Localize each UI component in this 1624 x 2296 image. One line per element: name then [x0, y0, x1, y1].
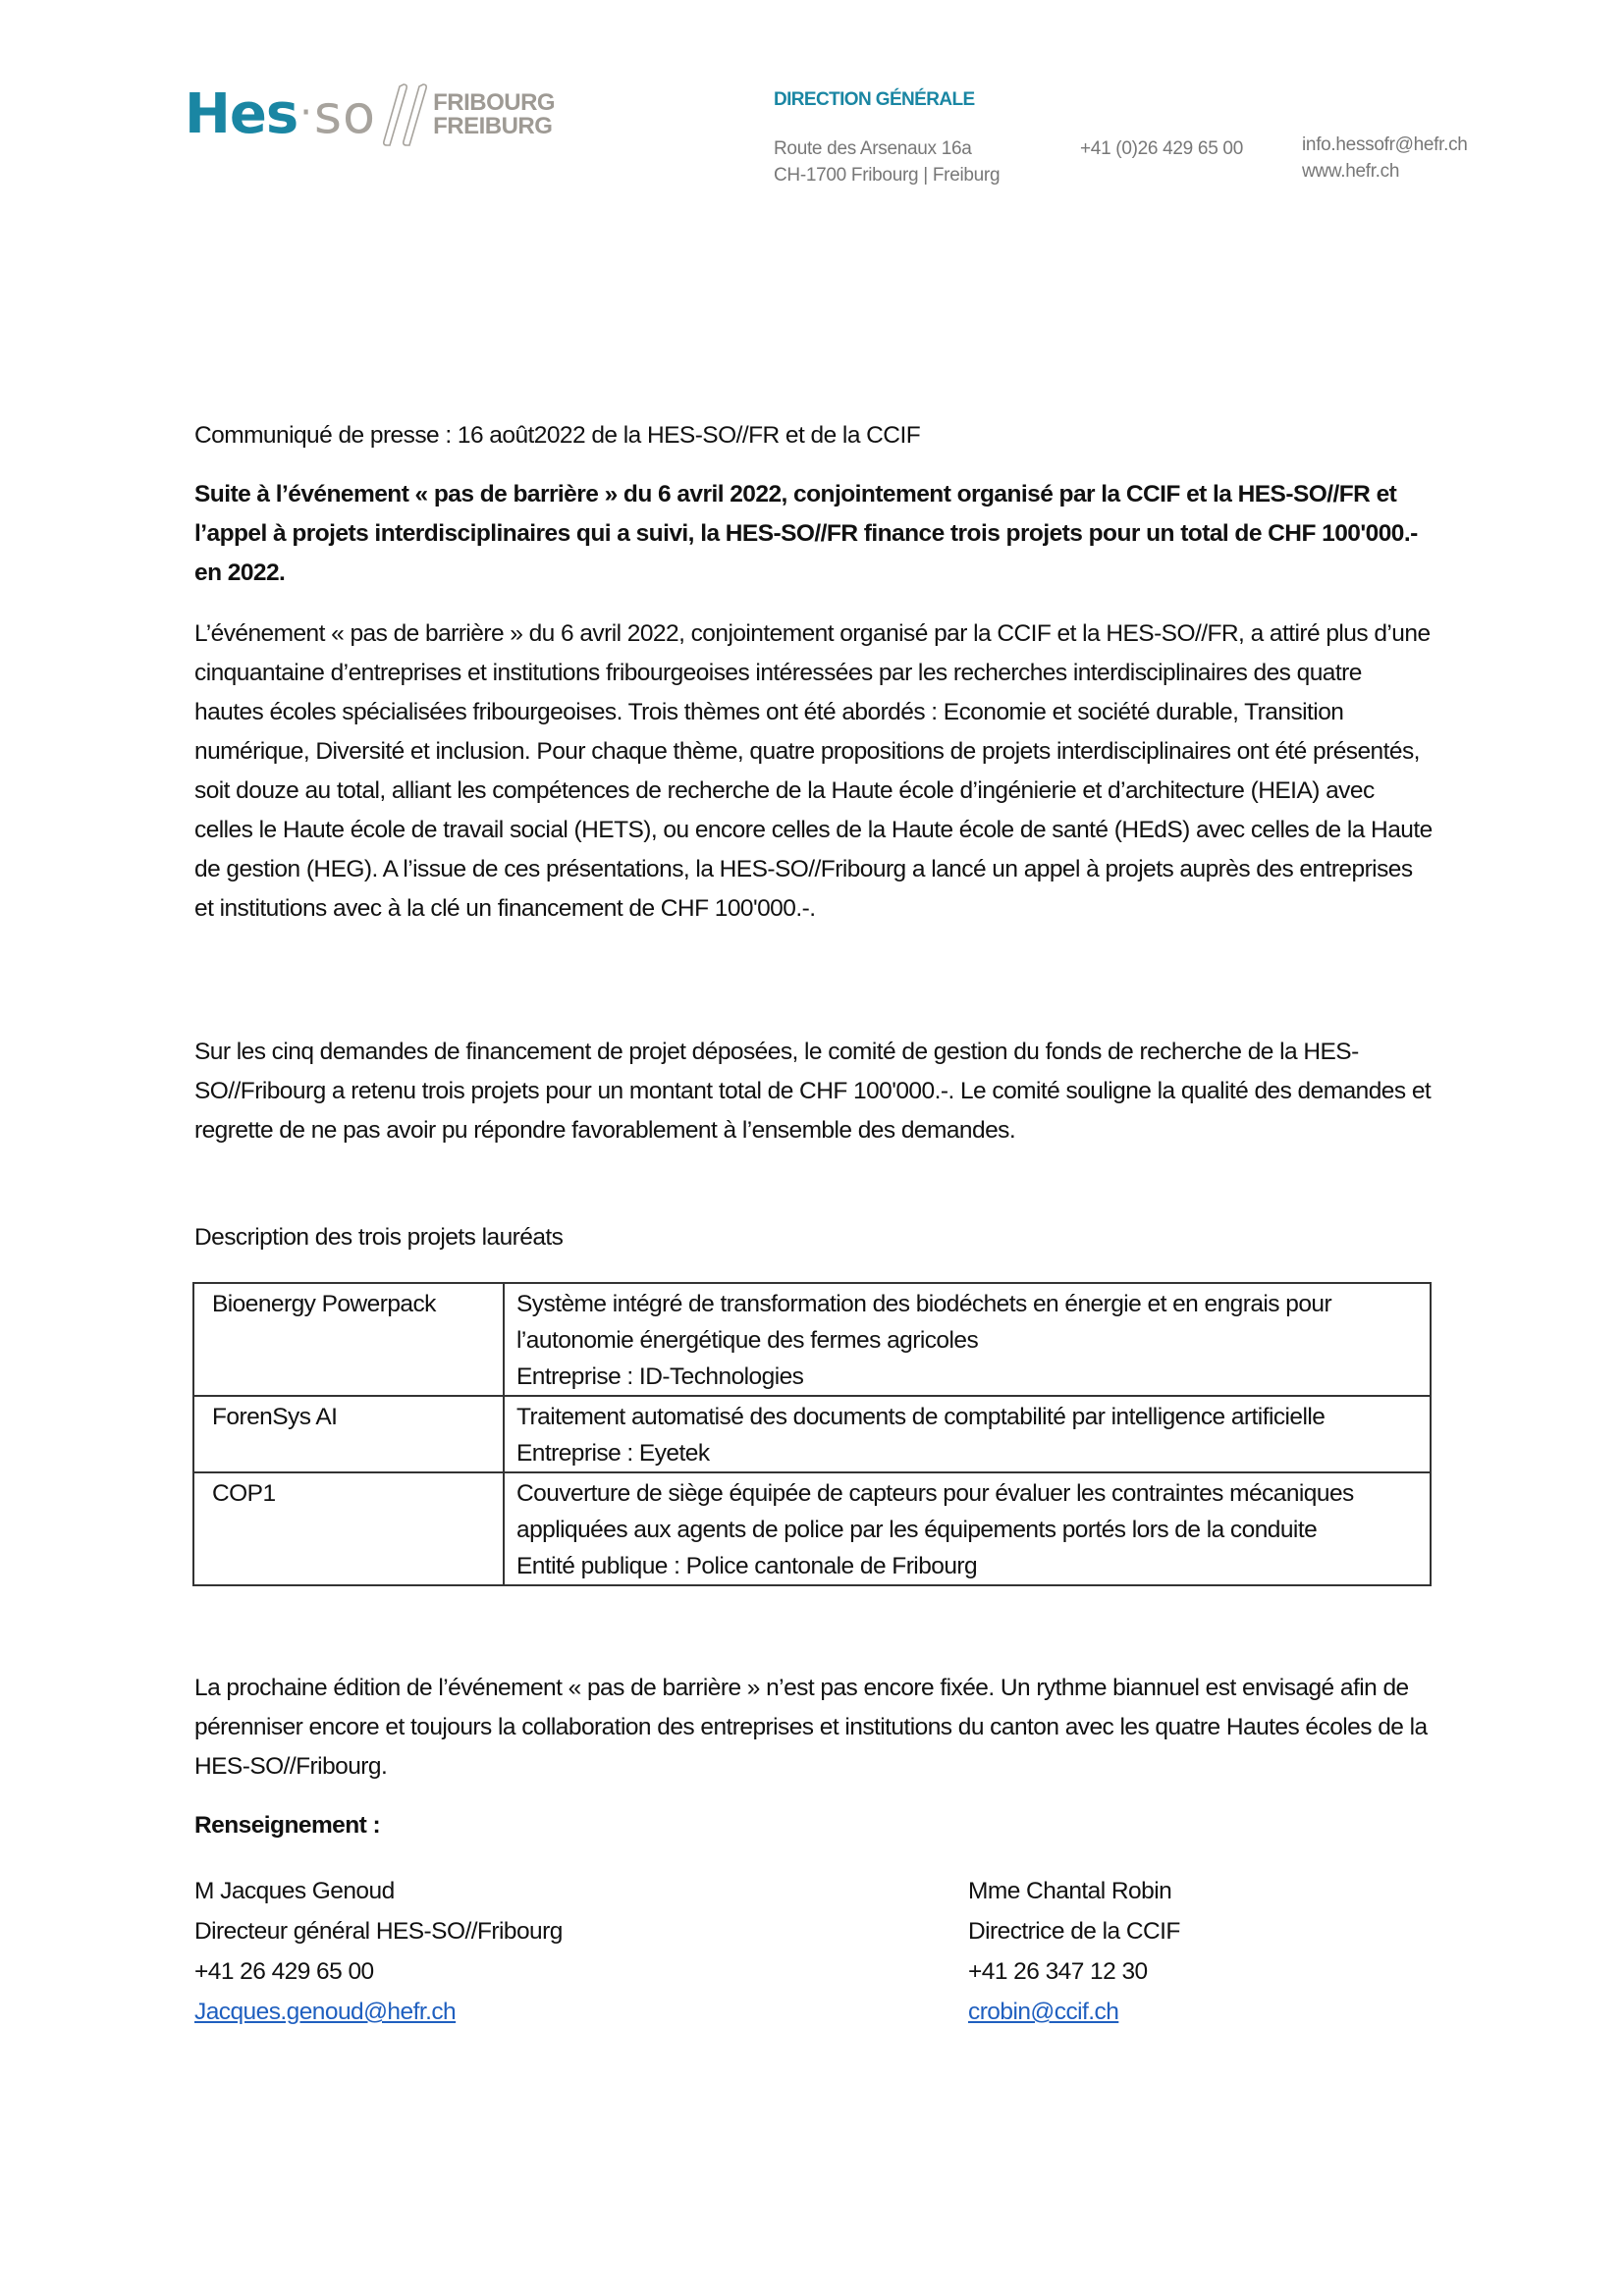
logo-dot: · [299, 90, 312, 135]
info-heading: Renseignement : [194, 1812, 381, 1839]
project-description: Système intégré de transformation des biodéchets en énergie et en engrais pour l’autonomie énergétique des fermes agricoles [516, 1291, 1332, 1354]
paragraph-next-edition: La prochaine édition de l’événement « pas de barrière » n’est pas encore fixée. Un rythme biannuel est envisagé afin de pérenniser encore et toujours la collaboration des entreprises et institutions du canton avec les quatre Hautes écoles de la HES-SO//Fribourg. [194, 1675, 1428, 1780]
project-description: Couverture de siège équipée de capteurs pour évaluer les contraintes mécaniques appliquées aux agents de police par les équipements portés lors de la conduite [516, 1480, 1354, 1543]
paragraph-selection: Sur les cinq demandes de financement de projet déposées, le comité de gestion du fonds de recherche de la HES-SO//Fribourg a retenu trois projets pour un montant total de CHF 100'000.-. Le comité souligne la qualité des demandes et regrette de ne pas avoir pu répondre favorablement à l’ensemble des demandes. [194, 1039, 1432, 1144]
paragraph-event: L’événement « pas de barrière » du 6 avril 2022, conjointement organisé par la CCIF et la HES-SO//FR, a attiré plus d’une cinquantaine d’entreprises et institutions fribourgeoises intéressées par les recherches interdisciplinaires des quatre hautes écoles spécialisées fribourgeoises. Trois thèmes ont été abordés : Economie et société durable, Transition numérique, Diversité et inclusion. Pour chaque thème, quatre propositions de projets interdisciplinaires ont été présentés, soit douze au total, alliant les compétences de recherche de la Haute école d’ingénierie et d’architecture (HEIA) avec celles le Haute école de travail social (HETS), ou encore celles de la Haute école de santé (HEdS) avec celles de la Haute de gestion (HEG). A l’issue de ces présentations, la HES-SO//Fribourg a lancé un appel à projets auprès des entreprises et institutions avec à la clé un financement de CHF 100'000.-. [194, 620, 1433, 922]
contact-title: Directrice de la CCIF [968, 1918, 1180, 1945]
contact-phone: +41 26 347 12 30 [968, 1958, 1148, 1985]
address-line-2: CH-1700 Fribourg | Freiburg [774, 165, 1001, 186]
lead-paragraph: Suite à l’événement « pas de barrière » du 6 avril 2022, conjointement organisé par la CCIF et la HES-SO//FR et l’appel à projets interdisciplinaires qui a suivi, la HES-SO//FR finance trois projets pour un total de CHF 100'000.- en 2022. [194, 481, 1418, 586]
contact-email-link[interactable]: crobin@ccif.ch [968, 1999, 1119, 2025]
header-phone: +41 (0)26 429 65 00 [1080, 138, 1243, 159]
department-title: DIRECTION GÉNÉRALE [774, 89, 975, 110]
project-details [504, 1283, 1431, 1396]
header-website[interactable]: www.hefr.ch [1302, 161, 1400, 182]
project-partner: Entité publique : Police cantonale de Fribourg [516, 1553, 978, 1579]
address-line-1: Route des Arsenaux 16a [774, 138, 972, 159]
double-slash-logo-icon [380, 82, 429, 147]
projects-table [192, 1282, 1432, 1586]
logo-city-fr: FRIBOURG [433, 89, 556, 116]
projects-heading: Description des trois projets lauréats [194, 1224, 564, 1251]
logo-city-de: FREIBURG [433, 113, 553, 139]
table-row [193, 1472, 1431, 1585]
project-partner: Entreprise : ID-Technologies [516, 1363, 804, 1390]
press-release-date-line: Communiqué de presse : 16 août2022 de la HES-SO//FR et de la CCIF [194, 422, 921, 449]
header-address [774, 135, 1000, 188]
project-details [504, 1472, 1431, 1585]
contact-email-link[interactable]: Jacques.genoud@hefr.ch [194, 1999, 457, 2025]
project-details [504, 1396, 1431, 1472]
project-name: Bioenergy Powerpack [193, 1283, 504, 1396]
contact-name: M Jacques Genoud [194, 1878, 395, 1904]
contact-hes-so [194, 1871, 563, 2032]
logo-city-name [433, 91, 555, 138]
project-partner: Entreprise : Eyetek [516, 1440, 710, 1467]
logo-hes-text: Hes [185, 82, 298, 146]
contact-title: Directeur général HES-SO//Fribourg [194, 1918, 563, 1945]
project-name: ForenSys AI [193, 1396, 504, 1472]
contact-name: Mme Chantal Robin [968, 1878, 1172, 1904]
hes-so-fribourg-logo [185, 82, 555, 147]
table-row [193, 1283, 1431, 1396]
header-email[interactable]: info.hessofr@hefr.ch [1302, 134, 1468, 155]
contact-ccif [968, 1871, 1180, 2032]
project-name: COP1 [193, 1472, 504, 1585]
table-row [193, 1396, 1431, 1472]
header-contact [1302, 132, 1468, 185]
logo-so-text: so [313, 83, 377, 145]
contact-phone: +41 26 429 65 00 [194, 1958, 374, 1985]
project-description: Traitement automatisé des documents de comptabilité par intelligence artificielle [516, 1404, 1326, 1430]
